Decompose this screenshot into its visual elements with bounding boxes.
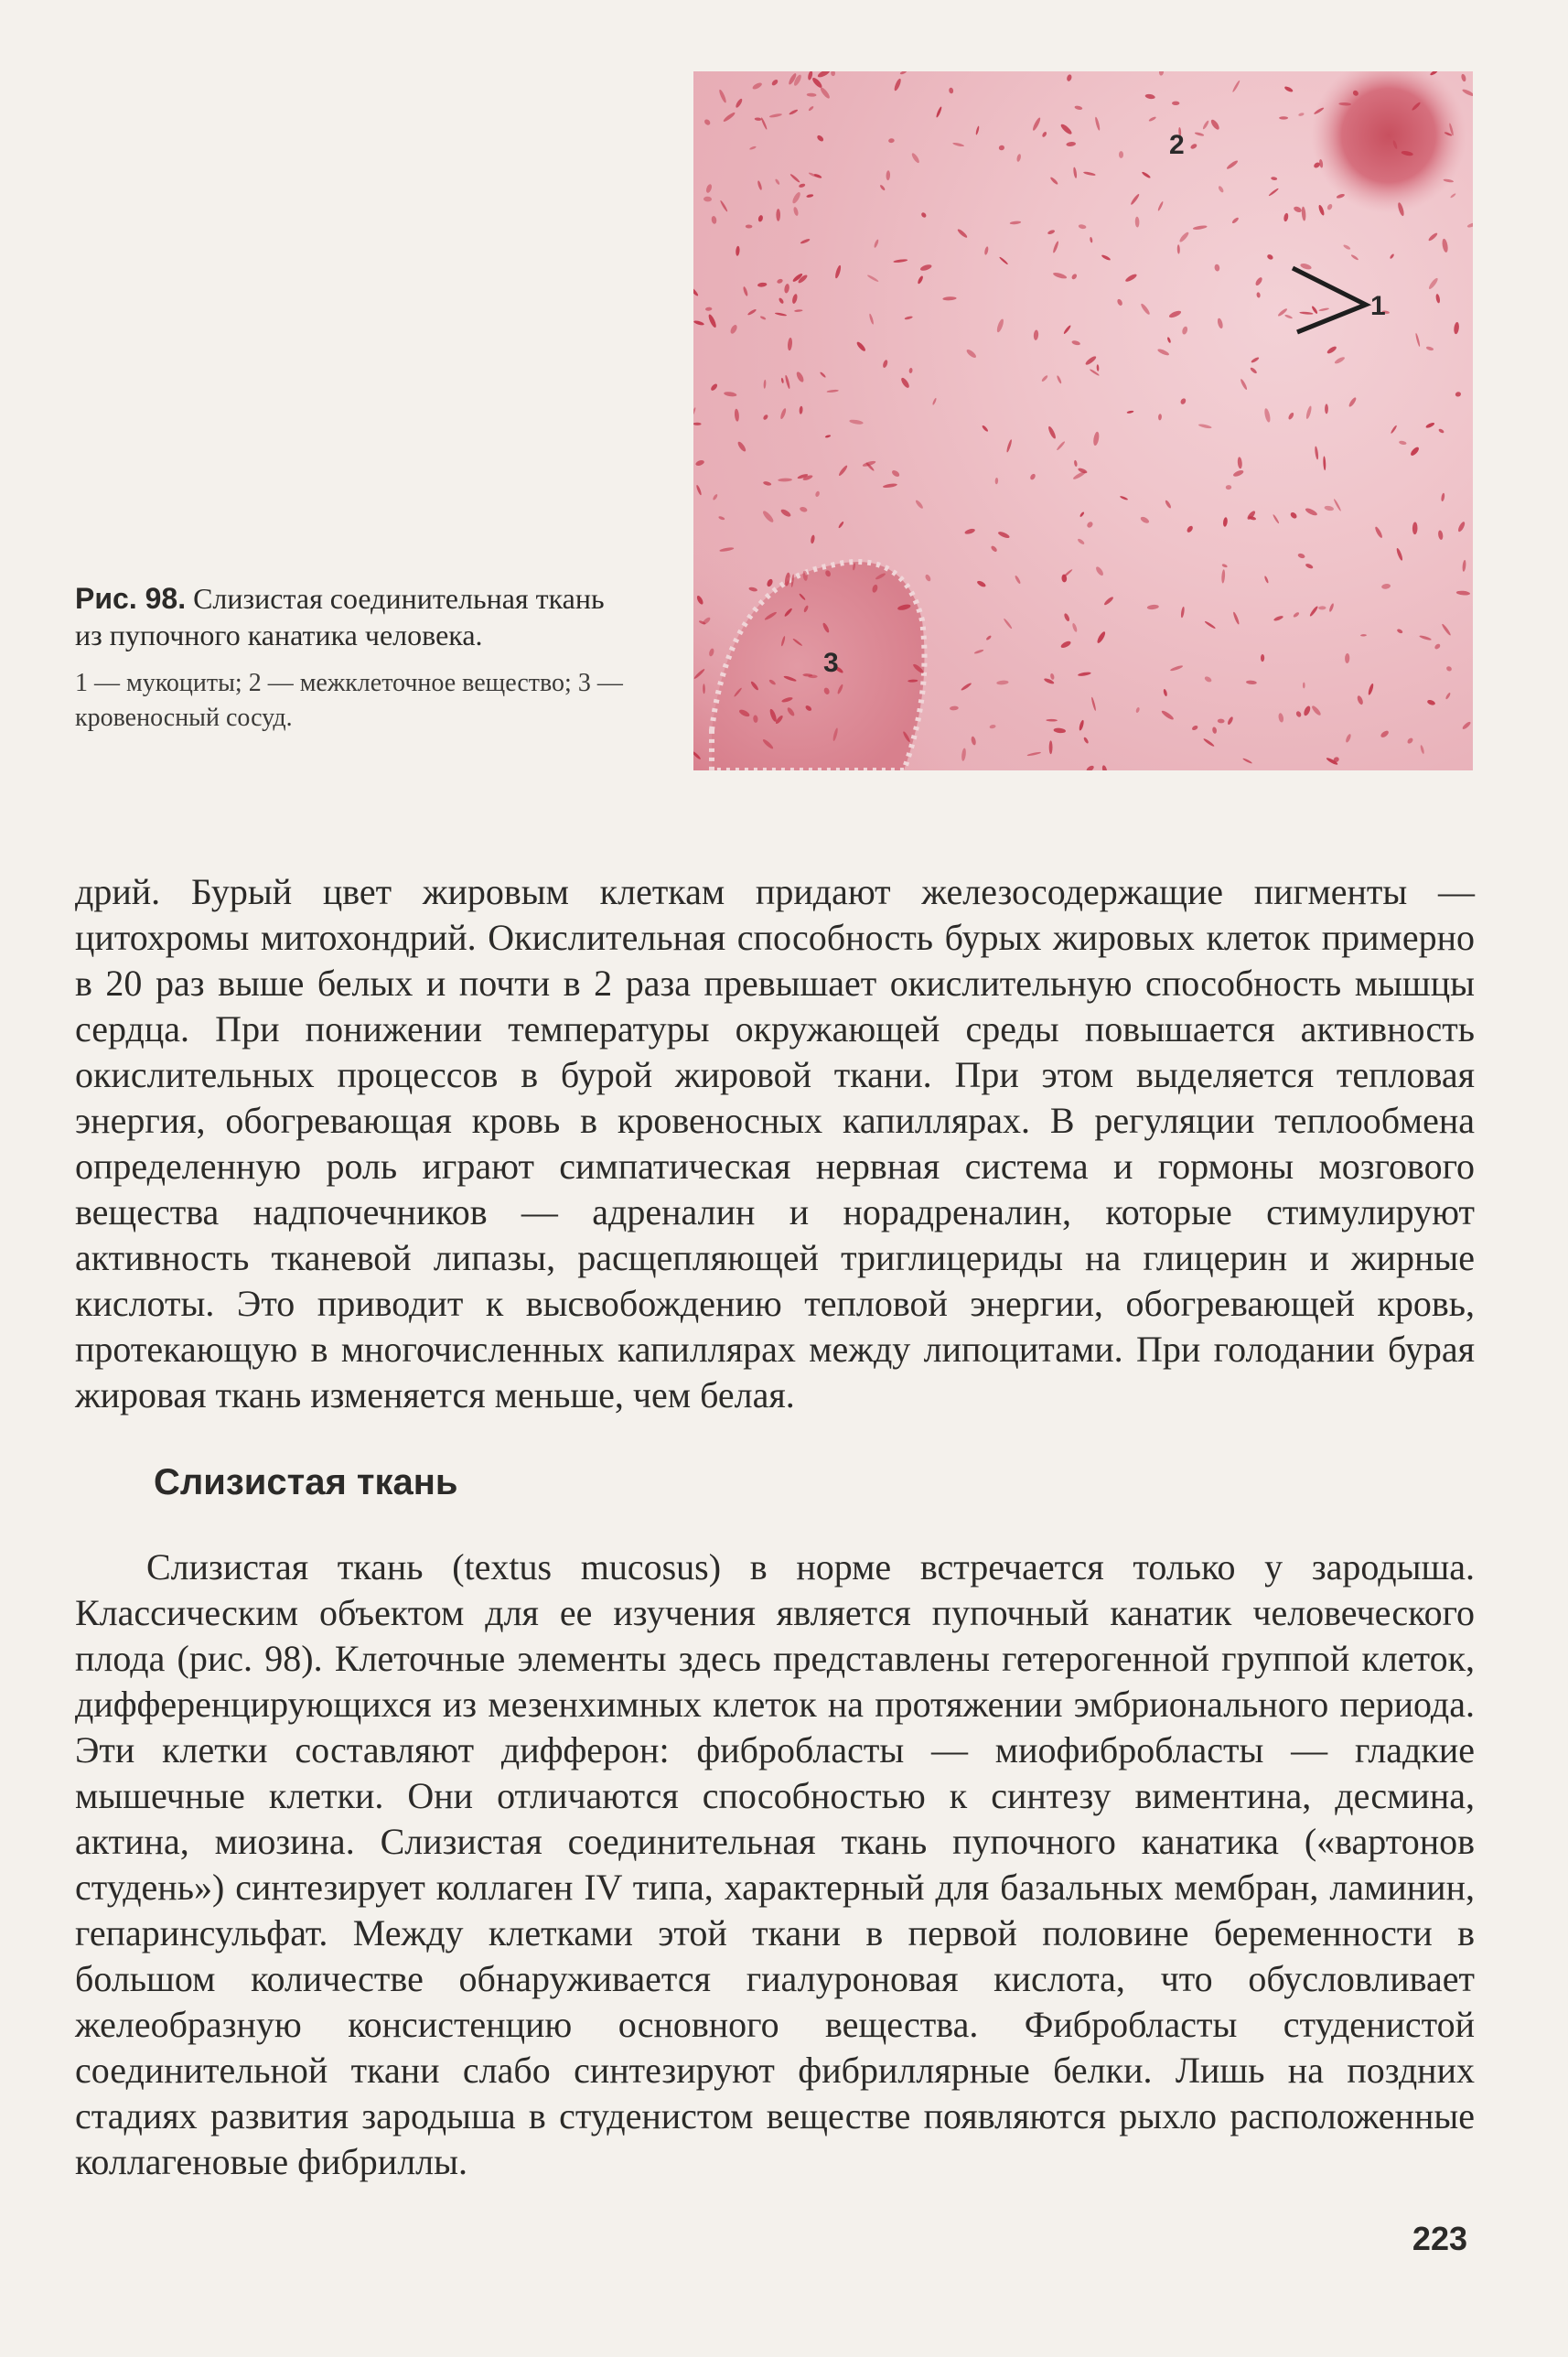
cell-nucleus: [1324, 505, 1334, 511]
micrograph-image: [693, 71, 1473, 770]
cell-nucleus: [1441, 492, 1445, 501]
cell-nucleus: [1202, 120, 1209, 130]
cell-nucleus: [1263, 408, 1272, 423]
cell-nucleus: [1425, 346, 1434, 351]
cell-nucleus: [1396, 629, 1403, 634]
cell-nucleus: [1350, 254, 1359, 262]
cell-nucleus: [1059, 123, 1073, 135]
cell-nucleus: [1168, 309, 1182, 318]
cell-nucleus: [1466, 222, 1473, 229]
cell-nucleus: [1428, 277, 1440, 291]
cell-nucleus: [1326, 203, 1334, 210]
cell-nucleus: [1450, 193, 1456, 199]
cell-nucleus: [1066, 142, 1076, 147]
cell-nucleus: [1334, 356, 1346, 365]
cell-nucleus: [1343, 244, 1351, 251]
cell-nucleus: [1074, 105, 1082, 111]
cell-nucleus: [1148, 116, 1156, 123]
cell-nucleus: [1406, 737, 1413, 744]
cell-nucleus: [719, 199, 728, 212]
cell-nucleus: [1293, 611, 1300, 618]
cell-nucleus: [1399, 440, 1407, 446]
cell-nucleus: [1311, 705, 1322, 716]
cell-nucleus: [1305, 405, 1313, 419]
cell-nucleus: [1157, 348, 1170, 357]
cell-nucleus: [1232, 469, 1244, 478]
caption-title: Слизистая соединительная ткань из пупочного канатика человека.: [75, 582, 605, 651]
cell-nucleus: [771, 79, 779, 87]
cell-nucleus: [1166, 337, 1171, 343]
cell-nucleus: [1303, 683, 1305, 689]
cell-nucleus: [1305, 507, 1318, 517]
cell-nucleus: [811, 76, 823, 89]
cell-nucleus: [1010, 221, 1022, 225]
cell-nucleus: [1425, 422, 1435, 429]
cell-nucleus: [749, 145, 757, 150]
cell-nucleus: [703, 118, 712, 126]
cell-nucleus: [791, 191, 802, 205]
cell-nucleus: [899, 71, 907, 75]
cell-nucleus: [1209, 118, 1220, 131]
cell-nucleus: [999, 256, 1009, 265]
cell-nucleus: [1381, 583, 1391, 589]
cell-nucleus: [1457, 521, 1466, 533]
caption-number: Рис. 98.: [75, 582, 187, 615]
cell-nucleus: [1301, 207, 1306, 221]
cell-nucleus: [1159, 71, 1165, 76]
cell-nucleus: [1144, 93, 1155, 100]
cell-nucleus: [1438, 428, 1444, 435]
cell-nucleus: [1101, 254, 1111, 262]
cell-nucleus: [769, 113, 783, 118]
cell-nucleus: [1218, 185, 1225, 193]
cell-nucleus: [1333, 499, 1341, 511]
caption-legend: 1 — мукоциты; 2 — межклеточное вещество; 3 — кровеносный сосуд.: [75, 669, 623, 732]
cell-nucleus: [789, 109, 799, 115]
cell-nucleus: [760, 117, 768, 130]
cell-nucleus: [1052, 241, 1059, 253]
cell-nucleus: [1419, 635, 1432, 641]
cell-nucleus: [1283, 85, 1294, 92]
cell-nucleus: [799, 183, 806, 188]
cell-nucleus: [1300, 263, 1313, 271]
cell-nucleus: [1454, 322, 1460, 335]
cell-nucleus: [1172, 102, 1179, 105]
cell-nucleus: [817, 71, 831, 79]
page-number: 223: [1412, 2220, 1467, 2257]
cell-nucleus: [1318, 307, 1329, 312]
cell-nucleus: [1090, 237, 1093, 243]
cell-nucleus: [888, 138, 895, 143]
cell-nucleus: [776, 209, 780, 221]
cell-nucleus: [1066, 74, 1072, 82]
cell-nucleus: [1052, 272, 1067, 280]
cell-nucleus: [1326, 345, 1337, 355]
cell-nucleus: [1214, 264, 1220, 272]
cell-nucleus: [910, 152, 920, 164]
cell-nucleus: [1462, 88, 1473, 97]
cell-nucleus: [886, 170, 890, 180]
cell-nucleus: [1141, 171, 1151, 179]
cell-nucleus: [1078, 224, 1086, 230]
cell-nucleus: [1251, 356, 1260, 363]
small-vessel: [1311, 71, 1466, 213]
cell-nucleus: [1348, 396, 1357, 407]
cell-nucleus: [1177, 244, 1180, 253]
cell-nucleus: [1124, 273, 1138, 283]
cell-nucleus: [1041, 131, 1047, 137]
cell-nucleus: [1181, 326, 1188, 335]
cell-nucleus: [1303, 705, 1312, 717]
cell-nucleus: [1295, 710, 1302, 717]
cell-nucleus: [1410, 446, 1421, 457]
cell-nucleus: [1374, 526, 1383, 539]
body-paragraph-2: Слизистая ткань (textus mucosus) в норме встречается только у зародыша. Классическим объектом для ее изучения является пупочный канатик человеческого плода (рис. 98). Клеточные элементы здесь представлены гетерогенной группой клеток, дифференцирующихся из мезенхимных клеток на протяжении эмбрионального периода. Эти клетки составляют дифферон: фибробласты — миофибробласты — гладкие мышечные клетки. Они отличаются способностью к синтезу виментина, десмина, актина, миозина. Слизистая соединительная ткань пупочного канатика («вартонов студень») синтезирует коллаген IV типа, характерный для базальных мембран, ламинин, гепаринсульфат. Между клетками этой ткани в первой половине беременности в большом количестве обнаруживается гиалуроновая кислота, что обусловливает желеобразную консистенцию основного вещества. Фибробласты студенистой соединительной ткани слабо синтезируют фибриллярные белки. Лишь на поздних стадиях развития зародыша в студенистом веществе появляются рыхло расположенные коллагеновые фибриллы.: [75, 1546, 1475, 2182]
cell-nucleus: [1254, 276, 1263, 286]
cell-nucleus: [1135, 217, 1140, 228]
figure-caption: [75, 580, 624, 736]
cell-nucleus: [1380, 729, 1390, 738]
cell-nucleus: [1049, 740, 1053, 754]
cell-nucleus: [1266, 253, 1273, 261]
cell-nucleus: [1305, 563, 1314, 569]
cell-nucleus: [1434, 643, 1441, 651]
cell-nucleus: [1083, 171, 1096, 177]
cell-nucleus: [1119, 151, 1123, 158]
cell-nucleus: [1237, 457, 1242, 468]
cell-nucleus: [1250, 367, 1258, 374]
section-heading: Слизистая ткань: [154, 1462, 458, 1502]
cell-nucleus: [983, 246, 989, 255]
cell-nucleus: [920, 211, 927, 219]
cell-nucleus: [1461, 721, 1471, 731]
cell-nucleus: [1231, 80, 1240, 92]
cell-nucleus: [1360, 634, 1367, 637]
cell-nucleus: [1445, 665, 1453, 672]
cell-nucleus: [751, 81, 762, 91]
cell-nucleus: [807, 93, 817, 97]
cell-nucleus: [1315, 446, 1319, 459]
cell-nucleus: [1325, 404, 1328, 414]
cell-nucleus: [1047, 229, 1056, 234]
cell-nucleus: [819, 86, 831, 100]
cell-nucleus: [1356, 694, 1364, 705]
cell-nucleus: [1016, 154, 1022, 163]
cell-nucleus: [1323, 456, 1326, 470]
cell-nucleus: [1198, 424, 1212, 429]
cell-nucleus: [1396, 547, 1404, 561]
cell-nucleus: [1318, 606, 1326, 609]
cell-nucleus: [1283, 212, 1289, 221]
cell-nucleus: [1287, 412, 1294, 420]
cell-nucleus: [806, 194, 813, 199]
cell-nucleus: [1116, 298, 1123, 307]
cell-nucleus: [1073, 167, 1078, 178]
cell-nucleus: [1130, 193, 1140, 206]
cell-nucleus: [1299, 311, 1313, 315]
cell-nucleus: [1297, 553, 1305, 559]
cell-nucleus: [1273, 514, 1280, 524]
cell-nucleus: [1390, 253, 1395, 260]
cell-nucleus: [1256, 292, 1261, 298]
cell-nucleus: [935, 106, 942, 118]
cell-nucleus: [957, 228, 969, 239]
figure-label-3: 3: [823, 648, 839, 678]
cell-nucleus: [1441, 623, 1452, 636]
cell-nucleus: [1309, 606, 1319, 618]
cell-nucleus: [1157, 201, 1164, 211]
cell-nucleus: [793, 207, 800, 217]
cell-nucleus: [1298, 113, 1305, 117]
cell-nucleus: [1461, 73, 1467, 82]
cell-nucleus: [1070, 273, 1078, 280]
cell-nucleus: [831, 71, 835, 76]
cell-nucleus: [789, 173, 800, 183]
caption-title-line: [75, 580, 624, 653]
cell-nucleus: [757, 180, 762, 190]
cell-nucleus: [1415, 333, 1421, 347]
cell-nucleus: [1345, 733, 1352, 743]
cell-nucleus: [893, 78, 902, 91]
cell-nucleus: [1442, 238, 1449, 253]
cell-nucleus: [1455, 392, 1461, 398]
cell-nucleus: [1032, 117, 1042, 132]
cell-nucleus: [1317, 204, 1325, 216]
micrograph-figure: [693, 71, 1473, 770]
cell-nucleus: [949, 87, 954, 93]
cell-nucleus: [1345, 653, 1350, 663]
cell-nucleus: [1279, 116, 1288, 119]
cell-nucleus: [1271, 177, 1277, 181]
cell-nucleus: [1193, 225, 1208, 231]
figure-label-2: 2: [1169, 130, 1185, 160]
body-paragraph-1: дрий. Бурый цвет жировым клеткам придают железосодержащие пигменты — цитохромы митохондрий. Окислительная способность бурых жировых клеток примерно в 20 раз выше белых и почти в 2 раза превышает окислительную способность мышцы сердца. При понижении температуры окружающей среды повышается активность окислительных процессов в бурой жировой ткани. При этом выделяется тепловая энергия, обогревающая кровь в кровеносных капиллярах. В регуляции теплообмена определенную роль играют симпатическая нервная система и гормоны мозгового вещества надпочечников — адреналин и норадреналин, которые стимулируют активность тканевой липазы, расщепляющей триглицериды на глицерин и жирные кислоты. Это приводит к высвобождению тепловой энергии, обогревающей кровь, протекающую в многочисленных капиллярах между липоцитами. При голодании бурая жировая ткань изменяется меньше, чем белая.: [75, 871, 1475, 1415]
cell-nucleus: [1368, 683, 1375, 695]
cell-nucleus: [1226, 159, 1239, 170]
cell-nucleus: [1240, 378, 1248, 390]
figure-label-1: 1: [1370, 291, 1386, 321]
cell-nucleus: [975, 125, 980, 135]
cell-nucleus: [1231, 217, 1240, 224]
cell-nucleus: [1140, 303, 1151, 316]
cell-nucleus: [735, 98, 743, 109]
cell-nucleus: [1412, 522, 1418, 534]
cell-nucleus: [1456, 590, 1471, 596]
cell-nucleus: [705, 183, 713, 193]
cell-nucleus: [1284, 314, 1293, 319]
cell-nucleus: [808, 105, 814, 112]
cell-nucleus: [998, 145, 1004, 151]
cell-nucleus: [1445, 692, 1452, 700]
cell-nucleus: [1328, 603, 1335, 612]
cell-nucleus: [703, 197, 712, 202]
cell-nucleus: [1094, 116, 1101, 131]
cell-nucleus: [755, 117, 762, 121]
cell-nucleus: [1427, 231, 1438, 242]
cell-nucleus: [1293, 206, 1303, 214]
cell-nucleus: [1194, 132, 1204, 137]
cell-nucleus: [1437, 530, 1444, 540]
cell-nucleus: [1435, 294, 1441, 304]
cell-nucleus: [1049, 177, 1058, 186]
cell-nucleus: [1391, 425, 1398, 434]
cell-nucleus: [1217, 317, 1224, 328]
cell-nucleus: [1426, 699, 1435, 706]
cell-nucleus: [775, 178, 781, 186]
cell-nucleus: [1289, 511, 1297, 520]
cell-nucleus: [879, 184, 886, 191]
cell-nucleus: [1420, 745, 1425, 754]
cell-nucleus: [1178, 231, 1190, 242]
cell-nucleus: [1179, 397, 1187, 405]
cell-nucleus: [723, 112, 736, 124]
cell-nucleus: [807, 71, 813, 81]
cell-nucleus: [718, 89, 727, 103]
cell-nucleus: [1268, 188, 1279, 197]
cell-nucleus: [1190, 143, 1198, 150]
cell-nucleus: [816, 135, 824, 143]
cell-nucleus: [952, 142, 964, 147]
pointer-arrow: [1293, 268, 1366, 332]
cell-nucleus: [1462, 560, 1466, 572]
